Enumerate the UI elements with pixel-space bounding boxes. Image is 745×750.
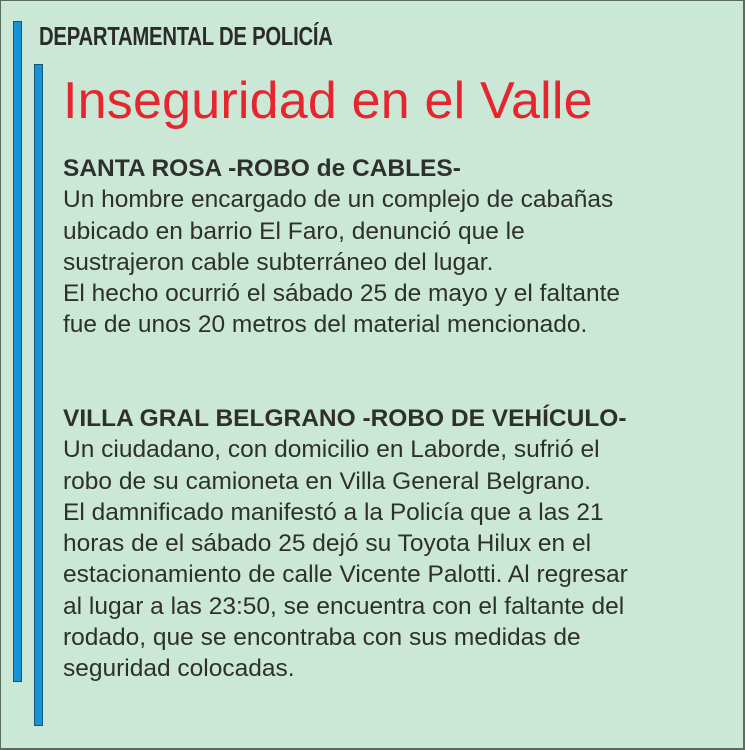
article-line: seguridad colocadas.	[63, 655, 295, 683]
article-line: horas de el sábado 25 dejó su Toyota Hilux en el	[63, 530, 592, 558]
article-line: El hecho ocurrió el sábado 25 de mayo y el faltante	[63, 280, 621, 308]
article-line: El damnificado manifestó a la Policía que a las 21	[63, 498, 604, 526]
accent-bar-inner	[34, 64, 43, 726]
article-line: robo de su camioneta en Villa General Belgrano.	[63, 467, 591, 495]
article-line: Un ciudadano, con domicilio en Laborde, sufrió el	[63, 436, 600, 464]
article-santa-rosa	[63, 153, 620, 341]
article-line: rodado, que se encontraba con sus medidas de	[63, 624, 581, 652]
page-title: Inseguridad en el Valle	[63, 72, 593, 130]
article-heading: SANTA ROSA -ROBO de CABLES-	[63, 155, 461, 182]
section-kicker: DEPARTAMENTAL DE POLICÍA	[39, 21, 333, 51]
article-villa-gral-belgrano	[63, 403, 628, 685]
article-line: al lugar a las 23:50, se encuentra con el faltante del	[63, 592, 625, 620]
article-line: sustrajeron cable subterráneo del lugar.	[63, 248, 494, 276]
article-line: estacionamiento de calle Vicente Palotti. Al regresar	[63, 561, 628, 589]
article-heading: VILLA GRAL BELGRANO -ROBO DE VEHÍCULO-	[63, 405, 627, 432]
article-line: ubicado en barrio El Faro, denunció que le	[63, 217, 525, 245]
accent-bar-left	[13, 21, 22, 682]
article-line: fue de unos 20 metros del material mencionado.	[63, 311, 588, 339]
article-line: Un hombre encargado de un complejo de cabañas	[63, 186, 614, 214]
